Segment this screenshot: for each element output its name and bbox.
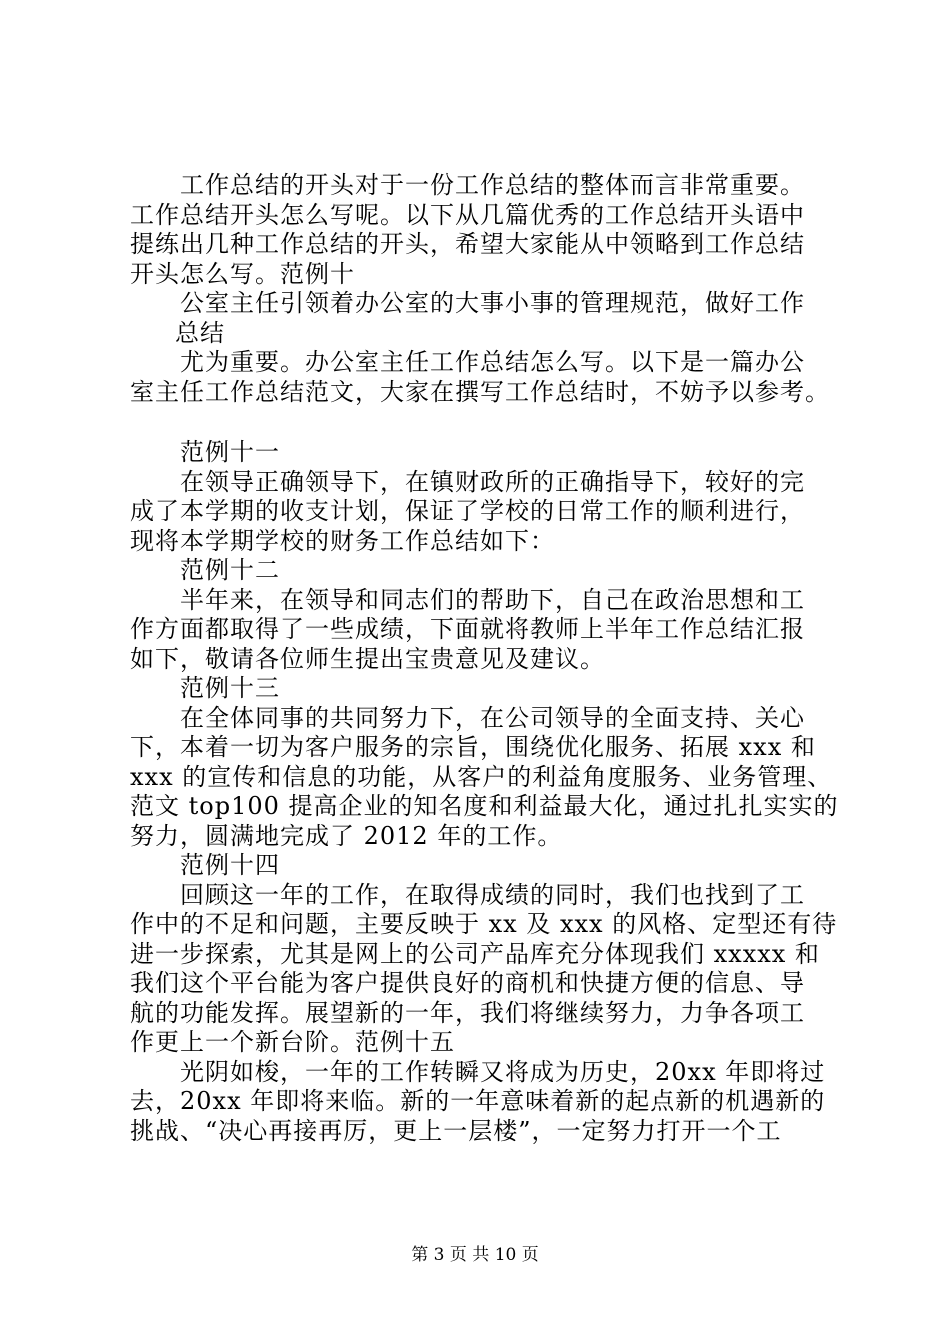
paragraph-line: 光阴如梭，一年的工作转瞬又将成为历史，20xx 年即将过 — [180, 1057, 826, 1086]
paragraph-line: 半年来，在领导和同志们的帮助下，自己在政治思想和工 — [180, 585, 805, 614]
paragraph-line: 范文 top100 提高企业的知名度和利益最大化，通过扎扎实实的 — [130, 792, 839, 820]
paragraph-line: 作中的不足和问题，主要反映于 xx 及 xxx 的风格、定型还有待 — [130, 910, 838, 938]
paragraph-line: 作方面都取得了一些成绩，下面就将教师上半年工作总结汇报 — [130, 615, 805, 643]
paragraph-line: 在全体同事的共同努力下，在公司领导的全面支持、关心 — [180, 703, 805, 732]
paragraph-line: 尤为重要。办公室主任工作总结怎么写。以下是一篇办公 — [180, 348, 805, 376]
paragraph-line: 室主任工作总结范文，大家在撰写工作总结时，不妨予以参考。 — [130, 377, 830, 406]
paragraph-line: 在领导正确领导下，在镇财政所的正确指导下，较好的完 — [180, 467, 805, 496]
document-body — [130, 171, 839, 1146]
paragraph-line: 范例十三 — [180, 674, 280, 702]
page-number: 第 3 页 共 10 页 — [411, 1245, 539, 1265]
page-footer — [0, 1245, 950, 1265]
paragraph-line: 挑战、“决心再接再厉，更上一层楼”，一定努力打开一个工 — [130, 1116, 782, 1145]
paragraph-line: 范例十一 — [180, 438, 280, 466]
paragraph-line: xxx 的宣传和信息的功能，从客户的利益角度服务、业务管理、 — [130, 762, 833, 791]
paragraph-line: 提练出几种工作总结的开头，希望大家能从中领略到工作总结 — [130, 230, 805, 258]
paragraph-gap — [130, 407, 830, 438]
paragraph-line: 范例十四 — [180, 851, 280, 879]
paragraph-line: 下，本着一切为客户服务的宗旨，围绕优化服务、拓展 xxx 和 — [130, 733, 816, 761]
paragraph-line: 范例十二 — [180, 556, 280, 584]
paragraph-line: 回顾这一年的工作，在取得成绩的同时，我们也找到了工 — [180, 880, 805, 909]
paragraph-line: 努力，圆满地完成了 2012 年的工作。 — [130, 821, 563, 850]
paragraph-line: 总结 — [175, 318, 225, 347]
paragraph-line: 去，20xx 年即将来临。新的一年意味着新的起点新的机遇新的 — [130, 1087, 826, 1115]
paragraph-line: 进一步探索，尤其是网上的公司产品库充分体现我们 xxxxx 和 — [130, 939, 820, 968]
paragraph-line: 我们这个平台能为客户提供良好的商机和快捷方便的信息、导 — [130, 969, 805, 997]
paragraph-line: 工作总结的开头对于一份工作总结的整体而言非常重要。 — [180, 171, 805, 199]
paragraph-line: 成了本学期的收支计划，保证了学校的日常工作的顺利进行， — [130, 497, 805, 525]
paragraph-line: 作更上一个新台阶。范例十五 — [130, 1028, 455, 1056]
paragraph-line: 公室主任引领着办公室的大事小事的管理规范，做好工作 — [180, 289, 805, 317]
paragraph-line: 开头怎么写。范例十 — [130, 259, 355, 288]
paragraph-line: 工作总结开头怎么写呢。以下从几篇优秀的工作总结开头语中 — [130, 200, 805, 229]
paragraph-line: 如下，敬请各位师生提出宝贵意见及建议。 — [130, 644, 605, 673]
paragraph-line: 航的功能发挥。展望新的一年，我们将继续努力，力争各项工 — [130, 998, 805, 1027]
paragraph-line: 现将本学期学校的财务工作总结如下： — [130, 526, 555, 555]
